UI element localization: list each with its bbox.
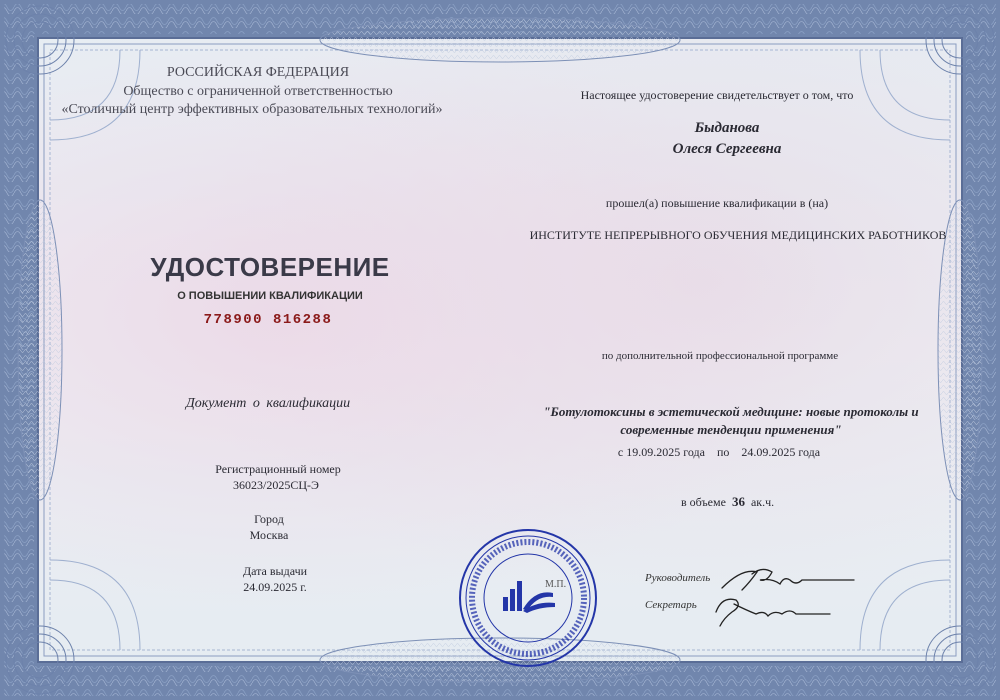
volume-unit: ак.ч. [750,495,775,509]
city-label: Город [254,512,284,526]
city-value: Москва [249,528,289,542]
volume-line [681,494,774,510]
org-line-2: «Столичный центр эффективных образовательных технологий» [61,102,443,117]
signatures [712,560,862,632]
issue-date-value: 24.09.2025 г. [243,580,307,594]
country-name: РОССИЙСКАЯ ФЕДЕРАЦИЯ [166,65,350,80]
secretary-label: Секретарь [645,599,697,611]
document-subtitle: О ПОВЫШЕНИИ КВАЛИФИКАЦИИ [177,290,363,302]
registration-number: 36023/2025СЦ-Э [233,478,319,492]
org-line-1: Общество с ограниченной ответственностью [123,84,393,99]
document-type: Документ о квалификации [185,396,351,411]
institution-name: ИНСТИТУТЕ НЕПРЕРЫВНОГО ОБУЧЕНИЯ МЕДИЦИНСКИХ РАБОТНИКОВ [529,228,947,242]
registration-label: Регистрационный номер [215,462,341,476]
program-title-line-1: "Ботулотоксины в эстетической медицине: новые протоколы и [543,404,919,419]
training-period: с 19.09.2025 года по 24.09.2025 года [617,445,821,459]
document-number: 778900 816288 [203,312,333,328]
holder-surname: Быданова [694,120,760,136]
passed-text: прошел(а) повышение квалификации в (на) [605,196,829,210]
official-seal [457,527,599,669]
seal-mark: М.П. [545,579,567,590]
intro-text: Настоящее удостоверение свидетельствует о том, что [580,88,854,102]
head-label: Руководитель [645,572,711,584]
volume-value: 36 [731,494,745,509]
issue-date-label: Дата выдачи [242,564,308,578]
holder-given-names: Олеся Сергеевна [672,141,782,157]
volume-prefix: в объеме [681,495,726,509]
document-title: УДОСТОВЕРЕНИЕ [150,252,390,282]
program-intro: по дополнительной профессиональной программе [601,350,839,362]
program-title-line-2: современные тенденции применения" [620,422,842,437]
